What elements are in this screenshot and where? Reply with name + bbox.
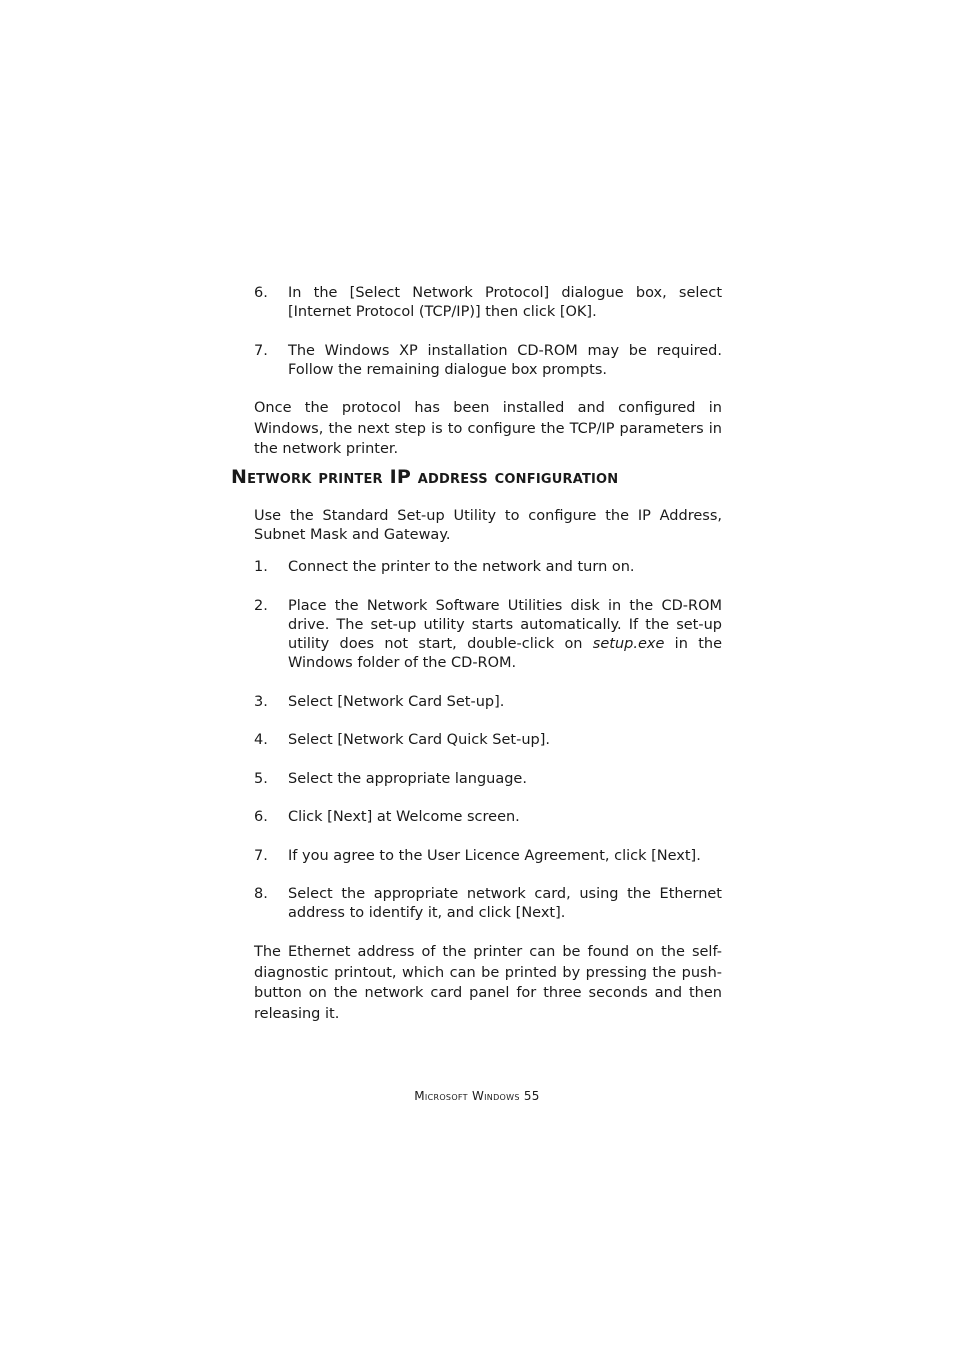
paragraph-protocol: Once the protocol has been installed and configured in Windows, the next step is to configure the TCP/IP parameters in the network printer. [254, 400, 722, 457]
list-item-number: 8. [254, 886, 268, 902]
list-item-number: 7. [254, 343, 268, 359]
list-item [254, 558, 722, 577]
filename-emphasis: setup.exe [592, 636, 665, 652]
list-item-text: Select [Network Card Set-up]. [288, 694, 505, 710]
list-item-text: Click [Next] at Welcome screen. [288, 809, 520, 825]
list-item-number: 5. [254, 771, 268, 787]
list-item-text: Select [Network Card Quick Set-up]. [288, 732, 550, 748]
list-item-text-part: in the Windows folder of the CD-ROM. [288, 636, 722, 671]
list-item-number: 6. [254, 809, 268, 825]
section-heading: Network printer IP address configuration [231, 466, 619, 488]
list-item [254, 342, 722, 380]
list-item [254, 808, 722, 827]
list-item-text: If you agree to the User Licence Agreement, click [Next]. [288, 848, 701, 864]
list-item-text: Connect the printer to the network and turn on. [288, 559, 635, 575]
list-item-number: 6. [254, 285, 268, 301]
paragraph-intro: Use the Standard Set-up Utility to configure the IP Address, Subnet Mask and Gateway. [254, 508, 722, 543]
paragraph-ethernet: The Ethernet address of the printer can be found on the self-diagnostic printout, which can be printed by pressing the push-button on the network card panel for three seconds and then releasing it. [254, 944, 722, 1022]
list-item-number: 4. [254, 732, 268, 748]
list-item [254, 693, 722, 712]
list-item [254, 847, 722, 866]
list-item-text: The Windows XP installation CD-ROM may be required. Follow the remaining dialogue box prompts. [288, 343, 722, 378]
list-item-text: Select the appropriate language. [288, 771, 527, 787]
list-item-text-part: Place the Network Software Utilities disk in the CD-ROM drive. The set-up utility starts automatically. If the set-up utility does not start, double-click on [288, 598, 722, 652]
list-item-number: 1. [254, 559, 268, 575]
list-item-text: In the [Select Network Protocol] dialogue box, select [Internet Protocol (TCP/IP)] then click [OK]. [288, 285, 722, 320]
list-item [254, 284, 722, 322]
page-footer: Microsoft Windows 55 [414, 1089, 540, 1103]
list-item-text [288, 597, 722, 673]
list-item-number: 3. [254, 694, 268, 710]
list-item [254, 885, 722, 923]
list-item-number: 7. [254, 848, 268, 864]
list-item [254, 731, 722, 750]
list-item-number: 2. [254, 598, 268, 614]
list-item-text: Select the appropriate network card, using the Ethernet address to identify it, and click [Next]. [288, 886, 722, 921]
list-item [254, 597, 722, 673]
list-item [254, 770, 722, 789]
